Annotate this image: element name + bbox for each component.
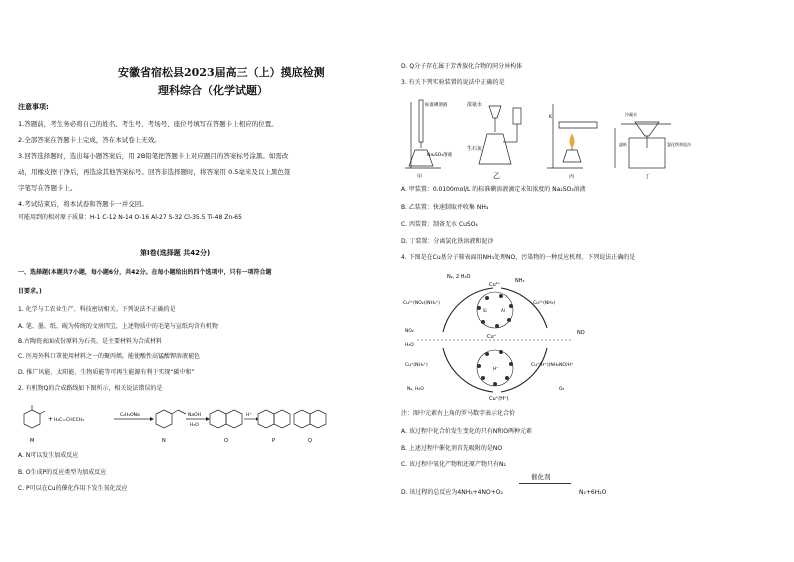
label-q: Q — [308, 438, 312, 444]
label-si: Si — [483, 308, 487, 313]
scheme-cond-2: NaOH — [188, 413, 202, 418]
q3-option-a: A. 甲装置：0.0100mol/L 的标准碘溶液滴定未知浓度的 Na₂SO₃溶液 — [401, 186, 586, 193]
label-no2: NO₂ — [405, 329, 414, 334]
notes-heading: 注意事项: — [18, 103, 49, 111]
q3-stem: 3. 有关下列实验装置的说法中正确的是 — [401, 79, 505, 86]
q2-option-b: B. O生成P的反应类型为加成反应 — [18, 469, 107, 476]
separatory-funnel — [489, 106, 501, 118]
molecule-q-ring-b — [310, 410, 326, 428]
reaction-arrow-line — [519, 483, 571, 484]
scheme-cond-3: H⁺ — [246, 413, 252, 418]
molecule-q-ring-a — [294, 410, 310, 428]
right-column — [397, 0, 794, 562]
label-nh3-top: NH₃ — [515, 278, 525, 284]
exam-title: 安徽省宿松县2023届高三（上）摸底检测 — [118, 66, 325, 79]
q4-option-c: C. 该过程中氧化产物和还原产物只有N₂ — [401, 461, 506, 468]
q4-stem: 4. 下图是在Cu基分子筛表面用NH₃处理NO，污染物的一种反应机理。下列说法正确的是 — [401, 254, 636, 261]
label-n: N — [162, 438, 166, 444]
scheme-cond-1: C₂H₅ONa — [120, 413, 140, 418]
label-cu-bot: Cu⁺(H⁺) — [489, 396, 509, 402]
molecule-n-ring — [156, 410, 172, 428]
note-3a: 3.回答选择题时，选出每小题答案后，用 2B铅笔把答题卡上对应题目的答案标号涂黑。如需改 — [18, 152, 289, 160]
atomic-masses: 可能用到的相对原子质量：H-1 C-12 N-14 O-16 Al-27 S-32 Cl-35.5 Ti-48 Zn-65 — [18, 214, 242, 221]
flame-bing — [570, 134, 575, 148]
label-filter: 滤纸 — [619, 142, 627, 147]
q4-option-d: D. 该过程的总反应为4NH₃+4NO+O₂ — [401, 489, 503, 496]
label-n2h2o-top: N₂, 2 H₂O — [447, 274, 471, 280]
tube-bing — [559, 122, 597, 128]
label-al: Al — [501, 308, 505, 313]
note-3c: 字笔写在答题卡上。 — [18, 184, 77, 192]
q2-option-a: A. N可以发生加成反应 — [18, 452, 79, 459]
note-1: 1.答题前，考生务必将自己的姓名、考生号、考场号、座位号填写在答题卡上相应的位置。 — [18, 120, 278, 128]
scheme-plus: + — [48, 416, 54, 423]
label-mix: 氯化铁和泥沙 — [667, 142, 691, 147]
label-h: H⁺ — [493, 366, 499, 371]
label-ammonia: 浓氨水 — [467, 102, 483, 108]
reaction-cycle — [397, 268, 597, 404]
note-2: 2.全部答案在答题卡上完成，答在本试卷上无效。 — [18, 136, 161, 144]
label-left-bot: Cu⁺(NH₄⁺) — [405, 363, 428, 368]
q2-option-d: D. Q分子存在属于芳香族化合物的同分异构体 — [401, 63, 523, 70]
label-o: O — [224, 438, 228, 444]
label-bing: 丙 — [569, 174, 575, 180]
lamp-bing — [563, 150, 581, 162]
label-lime: 生石灰 — [467, 146, 483, 152]
flask-yi — [479, 134, 511, 164]
label-p: P — [272, 438, 276, 444]
section-title: 第Ⅰ卷(选择题 共42分) — [140, 249, 211, 257]
label-right-top: Cu²⁺(NH₃) — [533, 301, 556, 306]
q1-option-c: C. 医用外科口罩使用材料之一的聚丙烯，能使酸性高锰酸钾溶液褪色 — [18, 353, 201, 360]
q3-option-d: D. 丁装置：分离氯化铁溶液和泥沙 — [401, 238, 494, 245]
section-intro-a: 一、选择题(本题共7小题，每小题6分，共42分。在每小题给出的四个选项中，只有一项符合题 — [18, 269, 272, 276]
label-cu-center: Cu⁺ — [487, 334, 497, 340]
molecule-p-ring-a — [258, 410, 274, 428]
cycle-arc-top-right — [501, 288, 547, 328]
synthesis-scheme — [18, 400, 318, 445]
molecule-o-ring-b — [226, 410, 242, 428]
q4-option-b: B. 上述过程中催化剂首先吸附的是NO — [401, 445, 503, 452]
label-flask-solution: Na₂SO₃溶液 — [427, 153, 453, 158]
scheme-cond-2b: H₂O — [190, 423, 199, 428]
molecule-m-ring — [24, 410, 40, 428]
section-intro-b: 目要求。) — [18, 288, 42, 295]
exam-subtitle: 理科综合（化学试题） — [158, 84, 268, 97]
label-jia: 甲 — [417, 174, 423, 180]
label-cold-water: 冷凝水 — [625, 112, 637, 117]
q1-option-b: B.古陶瓷表面成份原料为石英，是主要材料为合成材料 — [18, 338, 163, 345]
label-k: K — [549, 115, 552, 120]
label-yi: 乙 — [493, 172, 500, 180]
q2-option-c: C. P可以在Cu的催化作用下发生氧化反应 — [18, 485, 128, 492]
label-m: M — [30, 438, 35, 444]
note-4: 4.考试结束后，将本试卷和答题卡一并交回。 — [18, 200, 148, 208]
apparatus-figure — [401, 94, 693, 180]
q2-stem: 2. 有机物Q的合成路线如下图所示，相关说法错误的是 — [18, 385, 163, 392]
q1-option-d: D. 推广风能、太阳能、生物质能等可再生能源有利于实现“碳中和” — [18, 369, 195, 376]
label-o2: O₂ — [559, 387, 565, 392]
cycle-arc-bottom-right — [501, 348, 547, 392]
q1-stem: 1. 化学与工农业生产、科技密切相关。下列说法不正确的是 — [18, 306, 176, 313]
label-buret: 标准碘溶液 — [425, 103, 448, 108]
label-right-bot: Cu⁺(H⁺)(NH₂NO)H⁺ — [531, 363, 574, 368]
molecule-o-ring-a — [210, 410, 226, 428]
label-ding: 丁 — [645, 174, 651, 180]
q4-option-a: A. 该过程中化合价发生变化的只有N和O两种元素 — [401, 428, 533, 435]
q3-option-b: B. 乙装置：快速制取并收集 NH₃ — [401, 204, 489, 211]
q3-option-c: C. 丙装置：制备无水 CuSO₄ — [401, 221, 478, 228]
buret — [419, 100, 423, 142]
q4-note: 注：图中元素右上角的罗马数字表示化合价 — [401, 410, 516, 417]
label-left-top: Cu²⁺(NO₂)(NH₄⁺) — [403, 301, 440, 306]
catalyst-label: 催化剂 — [531, 473, 551, 481]
note-3b: 动，用橡皮擦干净后，再选涂其他答案标号。回答非选择题时，将答案用 0.5毫米及以上黑色签 — [18, 168, 291, 176]
label-no: NO — [577, 330, 585, 336]
label-cu-top: Cu²⁺ — [489, 282, 501, 288]
q1-option-a: A. 笔、墨、纸、砚为传统的文房四宝，上述物质中的毛笔与宣纸均含有机物 — [18, 323, 218, 330]
q4-option-d-products: N₂+6H₂O — [579, 489, 607, 496]
scheme-reagent: H₂C=CHCCH₃ — [54, 418, 85, 423]
label-n2h2o-bot: N₂, H₂O — [407, 387, 424, 392]
label-h2o: H₂O — [405, 343, 414, 348]
